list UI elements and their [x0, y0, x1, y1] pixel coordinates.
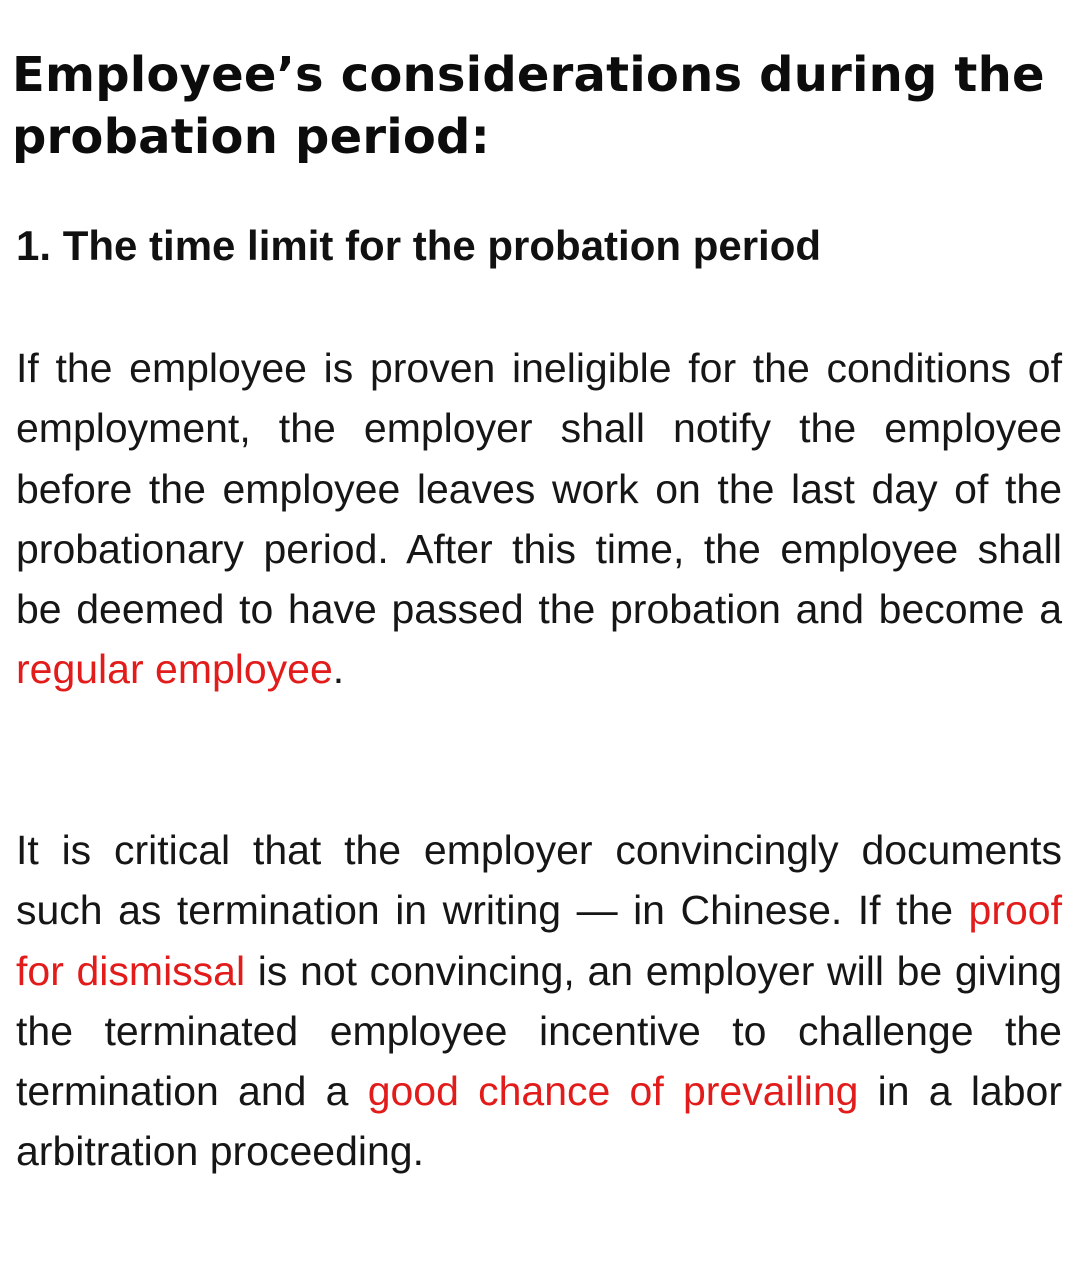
highlight-good-chance: good chance of prevailing — [367, 1068, 859, 1115]
highlight-regular-employee: regular employee — [16, 646, 333, 693]
highlight-proof-for-dismissal: proof for dismissal — [16, 887, 1062, 994]
page-title: Employee’s considerations during the probation period: — [12, 47, 1045, 165]
paragraph-probation-limit — [16, 338, 1062, 700]
paragraph-text: If the employee is proven ineligible for the conditions of employment, the employer shall notify the employee before the employee leaves work on the last day of the probationary period. After this time, the employee shall be deemed to have passed the probation and become a — [16, 345, 1062, 633]
paragraph-text: It is critical that the employer convincingly documents such as termination in writing — in Chinese. If the — [16, 827, 1062, 934]
paragraph-text: is not convincing, an employer will be giving the terminated employee incentive to challenge the termination and a — [16, 947, 1062, 1115]
paragraph-text: . — [332, 646, 345, 693]
paragraph-text: in a labor arbitration proceeding. — [16, 1068, 1062, 1175]
paragraph-termination-proof — [16, 820, 1062, 1182]
section-heading: 1. The time limit for the probation period — [16, 222, 822, 269]
